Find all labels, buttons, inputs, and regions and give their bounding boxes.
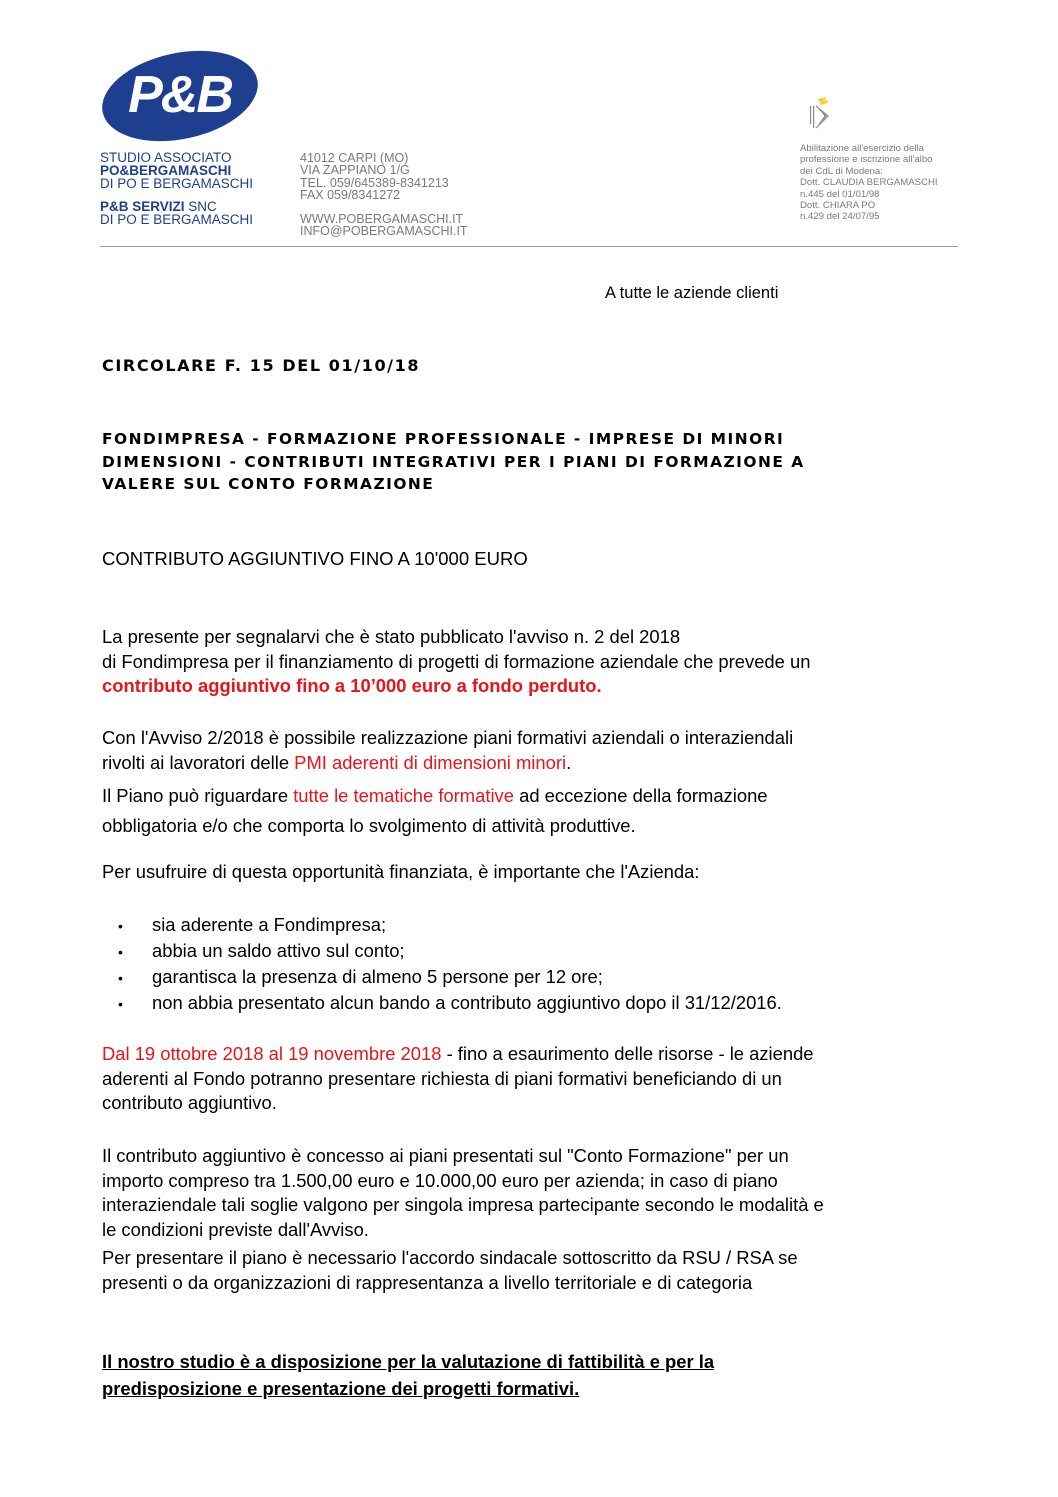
- list-item: • garantisca la presenza di almeno 5 persone per 12 ore;: [102, 964, 782, 990]
- fax-line: FAX 059/8341272: [300, 188, 401, 203]
- text-line: contributo aggiuntivo.: [102, 1092, 277, 1113]
- cdl-registration-block: [800, 143, 938, 223]
- text-line: [102, 751, 952, 776]
- list-item: • non abbia presentato alcun bando a contributo aggiuntivo dopo il 31/12/2016.: [102, 990, 782, 1016]
- text-line: Il contributo aggiuntivo è concesso ai piani presentati sul "Conto Formazione" per un: [102, 1145, 789, 1166]
- studio-line: STUDIO ASSOCIATO: [100, 150, 232, 165]
- text-span: ad eccezione della formazione: [513, 785, 768, 806]
- services-line: DI PO E BERGAMASCHI: [100, 212, 254, 227]
- requirements-list: [102, 912, 782, 1016]
- cdl-line: professione e iscrizione all'albo: [800, 154, 933, 166]
- subject-line: FONDIMPRESA - FORMAZIONE PROFESSIONALE - IMPRESE DI MINORI: [102, 430, 785, 448]
- text-line: [102, 781, 952, 811]
- circular-title: CIRCOLARE F. 15 DEL 01/10/18: [102, 356, 421, 375]
- studio-name-block: [100, 151, 253, 226]
- text-line: [102, 1042, 952, 1067]
- text-line: le condizioni previste dall'Avviso.: [102, 1218, 369, 1240]
- paragraph-amounts: [102, 1144, 952, 1242]
- paragraph-union-agreement: [102, 1246, 952, 1295]
- text-span: - fino a esaurimento delle risorse - le aziende: [441, 1043, 814, 1064]
- recipient-line: A tutte le aziende clienti: [605, 284, 779, 302]
- services-suffix: SNC: [184, 199, 217, 214]
- text-span: rivolti ai lavoratori delle: [102, 751, 295, 773]
- pb-logo: [100, 50, 260, 142]
- text-span: Il Piano può riguardare: [102, 785, 294, 806]
- cdl-line: Dott. CHIARA PO: [800, 200, 876, 212]
- paragraph-piano: [102, 781, 952, 841]
- text-line: di Fondimpresa per il finanziamento di progetti di formazione aziendale che prevede un: [102, 650, 811, 672]
- text-line: Con l'Avviso 2/2018 è possibile realizzazione piani formativi aziendali o interaziendali: [102, 727, 794, 748]
- highlight-dates: Dal 19 ottobre 2018 al 19 novembre 2018: [102, 1043, 442, 1064]
- cdl-line: dei CdL di Modena:: [800, 165, 883, 177]
- closing-statement: [102, 1348, 962, 1402]
- text-line: Per presentare il piano è necessario l'accordo sindacale sottoscritto da RSU / RSA se: [102, 1247, 798, 1268]
- text-line: interaziendale tali soglie valgono per singola impresa partecipante secondo le modalità e: [102, 1194, 824, 1215]
- subject-line: VALERE SUL CONTO FORMAZIONE: [102, 475, 435, 493]
- cdl-line: n.429 del 24/07/95: [800, 211, 880, 223]
- pb-logo-text: P&B: [128, 66, 232, 124]
- highlight-contribution: contributo aggiuntivo fino a 10’000 euro a fondo perduto.: [102, 675, 602, 696]
- subject-heading: [102, 428, 952, 496]
- email-line: INFO@POBERGAMASCHI.IT: [300, 224, 468, 239]
- text-line: obbligatoria e/o che comporta lo svolgimento di attività produttive.: [102, 815, 636, 836]
- paragraph-intro: [102, 625, 952, 699]
- cdl-line: n.445 del 01/01/98: [800, 188, 880, 200]
- cdl-line: Abilitazione all'esercizio della: [800, 143, 924, 154]
- text-line: importo compreso tra 1.500,00 euro e 10.000,00 euro per azienda; in caso di piano: [102, 1169, 778, 1191]
- highlight-tematiche: tutte le tematiche formative: [293, 785, 514, 806]
- address-line: VIA ZAPPIANO 1/G: [300, 163, 410, 178]
- text-line: presenti o da organizzazioni di rappresentanza a livello territoriale e di categoria: [102, 1271, 753, 1293]
- text-line: Il nostro studio è a disposizione per la valutazione di fattibilità e per la: [102, 1351, 715, 1372]
- address-line: 41012 CARPI (MO): [300, 151, 409, 165]
- phone-line: TEL. 059/645389-8341213: [300, 175, 449, 190]
- subtitle: CONTRIBUTO AGGIUNTIVO FINO A 10'000 EURO: [102, 548, 528, 569]
- contact-block: [300, 152, 468, 237]
- text-line: predisposizione e presentazione dei progetti formativi.: [102, 1378, 580, 1399]
- website-line: WWW.POBERGAMASCHI.IT: [300, 211, 464, 226]
- subject-line: DIMENSIONI - CONTRIBUTI INTEGRATIVI PER I PIANI DI FORMAZIONE A: [102, 452, 805, 471]
- list-item: • sia aderente a Fondimpresa;: [102, 912, 782, 938]
- services-name: P&B SERVIZI: [100, 199, 185, 214]
- studio-line: PO&BERGAMASCHI: [100, 163, 232, 178]
- highlight-pmi: PMI aderenti di dimensioni minori: [294, 751, 567, 773]
- text-span: .: [566, 751, 572, 773]
- header-divider: [100, 246, 958, 247]
- paragraph-dates: [102, 1042, 952, 1116]
- paragraph-avviso: [102, 726, 952, 775]
- paragraph-requirements-intro: Per usufruire di questa opportunità finanziata, è importante che l'Azienda:: [102, 861, 700, 882]
- cdl-emblem-icon: [806, 97, 836, 131]
- cdl-line: Dott. CLAUDIA BERGAMASCHI: [800, 177, 938, 189]
- list-item: • abbia un saldo attivo sul conto;: [102, 938, 782, 964]
- studio-line: DI PO E BERGAMASCHI: [100, 176, 254, 191]
- text-line: La presente per segnalarvi che è stato pubblicato l'avviso n. 2 del 2018: [102, 626, 681, 647]
- text-line: aderenti al Fondo potranno presentare richiesta di piani formativi beneficiando di un: [102, 1067, 782, 1089]
